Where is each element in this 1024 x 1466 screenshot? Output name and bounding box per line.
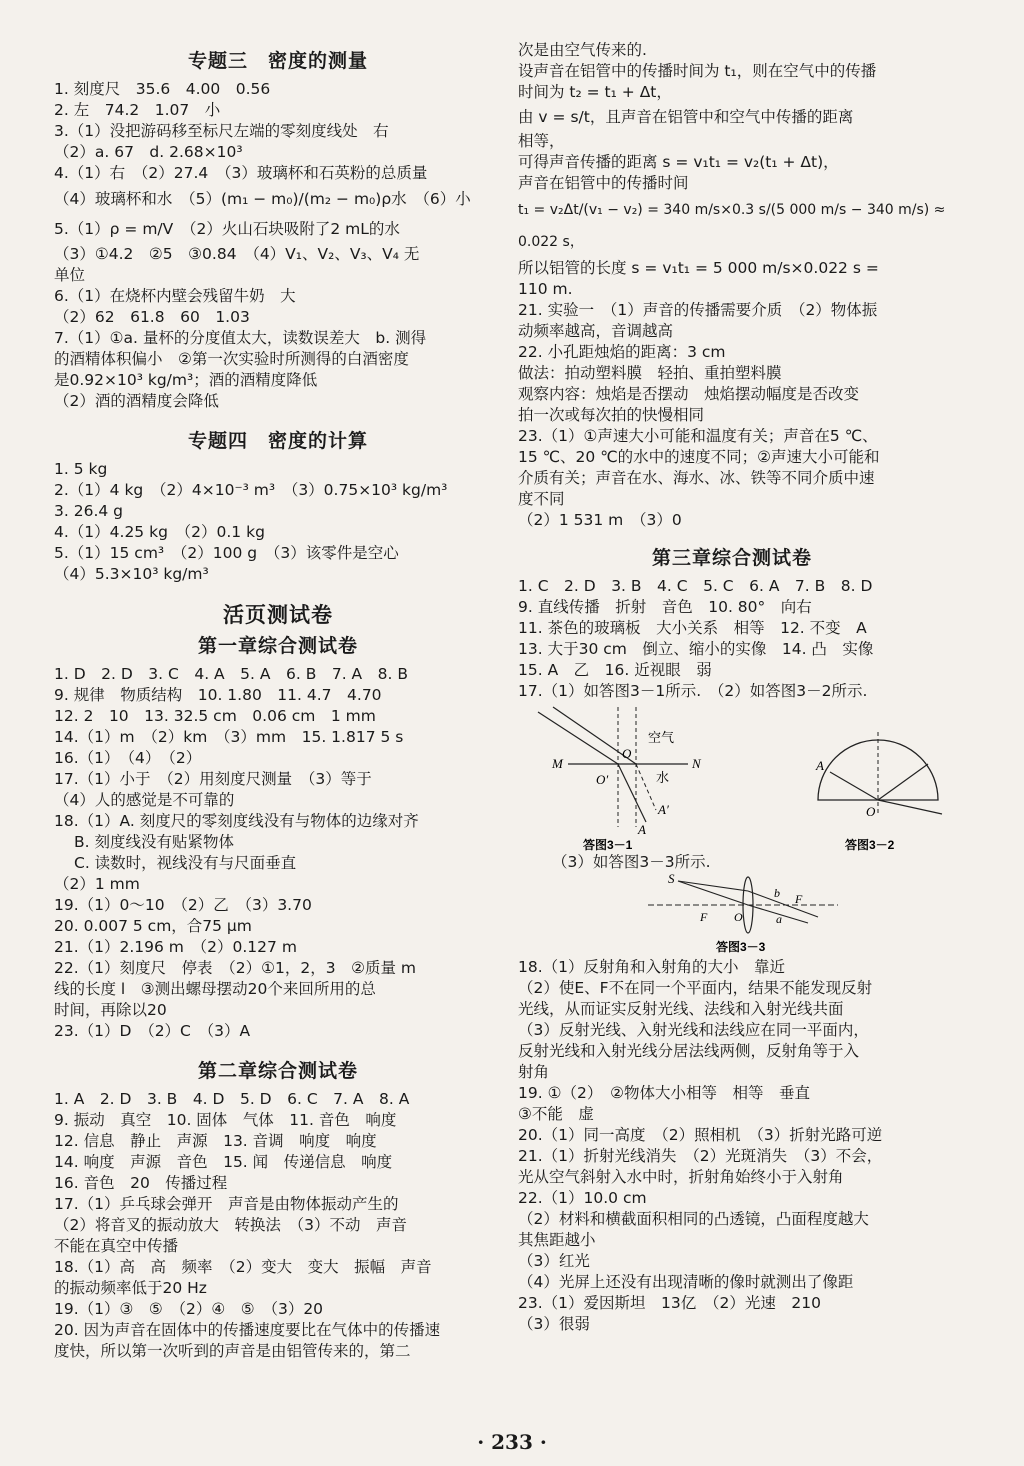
label-A: A bbox=[638, 822, 646, 837]
left-column bbox=[54, 40, 502, 1362]
answer-line: 的振动频率低于20 Hz bbox=[54, 1279, 207, 1297]
answer-line: 9. 振动 真空 10. 固体 气体 11. 音色 响度 bbox=[54, 1111, 397, 1129]
section-title-chapter1: 第一章综合测试卷 bbox=[197, 635, 358, 657]
label-S: S bbox=[668, 873, 675, 886]
answer-line: 做法：拍动塑料膜 轻拍、重拍塑料膜 bbox=[518, 364, 782, 382]
section-title-topic4: 专题四 密度的计算 bbox=[187, 430, 368, 452]
answer-line: 3.（1）没把游码移至标尺左端的零刻度线处 右 bbox=[54, 122, 389, 140]
section-title-loose-leaf: 活页测试卷 bbox=[223, 603, 333, 627]
label-M: M bbox=[552, 756, 563, 771]
answer-line: B. 刻度线没有贴紧物体 bbox=[74, 833, 234, 851]
chapter3-answers-continued bbox=[518, 957, 946, 1335]
answer-line: 度不同 bbox=[518, 490, 565, 508]
answer-line: 声音在铝管中的传播时间 bbox=[518, 174, 689, 192]
answer-line: 15. A 乙 16. 近视眼 弱 bbox=[518, 661, 712, 679]
label-A-prime: A′ bbox=[658, 802, 669, 817]
answer-line: 1. D 2. D 3. C 4. A 5. A 6. B 7. A 8. B bbox=[54, 665, 408, 683]
answer-line: 可得声音传播的距离 s = v₁t₁ = v₂(t₁ + Δt)， bbox=[518, 153, 839, 171]
answer-line: 度快，所以第一次听到的声音是由铝管传来的，第二 bbox=[54, 1342, 411, 1360]
answer-line: 19. ①（2） ②物体大小相等 相等 垂直 bbox=[518, 1084, 810, 1102]
answer-line: 20.（1）同一高度 （2）照相机 （3）折射光路可逆 bbox=[518, 1126, 883, 1144]
answer-line: （2）酒的酒精度会降低 bbox=[54, 392, 219, 410]
answer-line: 6.（1）在烧杯内壁会残留牛奶 大 bbox=[54, 287, 296, 305]
page-number: · 233 · bbox=[477, 1430, 547, 1454]
label-O: O bbox=[622, 746, 632, 761]
answer-line: （2）材料和横截面积相同的凸透镜，凸面程度越大 bbox=[518, 1210, 869, 1228]
answer-line: 4.（1）右 （2）27.4 （3）玻璃杯和石英粉的总质量 bbox=[54, 164, 428, 182]
answer-line: （3）①4.2 ②5 ③0.84 （4）V₁、V₂、V₃、V₄ 无 bbox=[54, 245, 420, 263]
answer-line: 22.（1）刻度尺 停表 （2）①1，2，3 ②质量 m bbox=[54, 959, 417, 977]
answer-line: 17.（1）如答图3－1所示. （2）如答图3－2所示. bbox=[518, 682, 868, 700]
answer-line: C. 读数时，视线没有与尺面垂直 bbox=[74, 854, 297, 872]
answer-line: 15 ℃、20 ℃的水中的速度不同；②声速大小可能和 bbox=[518, 448, 880, 466]
answer-line: 单位 bbox=[54, 266, 86, 284]
answer-line: （2）将音叉的振动放大 转换法 （3）不动 声音 bbox=[54, 1216, 407, 1234]
answer-line: 其焦距越小 bbox=[518, 1231, 596, 1249]
answer-line: 11. 茶色的玻璃板 大小关系 相等 12. 不变 A bbox=[518, 619, 867, 637]
answer-line: 1. A 2. D 3. B 4. D 5. D 6. C 7. A 8. A bbox=[54, 1090, 410, 1108]
answer-line: 5.（1）15 cm³ （2）100 g （3）该零件是空心 bbox=[54, 544, 399, 562]
topic3-answers bbox=[54, 79, 502, 412]
answer-line: 次是由空气传来的. bbox=[518, 41, 647, 59]
chapter2-answers bbox=[54, 1089, 502, 1362]
section-title-chapter2: 第二章综合测试卷 bbox=[197, 1060, 358, 1082]
answer-line: 射角 bbox=[518, 1063, 550, 1081]
answer-line: （2）使E、F不在同一个平面内，结果不能发现反射 bbox=[518, 979, 873, 997]
answer-line: 23.（1）D （2）C （3）A bbox=[54, 1022, 251, 1040]
answer-line: 2. 左 74.2 1.07 小 bbox=[54, 101, 221, 119]
answer-line: （2）1 531 m （3）0 bbox=[518, 511, 682, 529]
answer-line: 线的长度 l ③测出螺母摆动20个来回所用的总 bbox=[54, 980, 376, 998]
chapter1-answers bbox=[54, 664, 502, 1042]
answer-line: （4）玻璃杯和水 （5）(m₁ − m₀)/(m₂ − m₀)ρ水 （6）小 bbox=[54, 190, 471, 208]
figure-3-2-caption: 答图3－2 bbox=[845, 838, 895, 852]
answer-line: 时间，再除以20 bbox=[54, 1001, 167, 1019]
chapter3-answers bbox=[518, 576, 946, 702]
answer-line: （3）反射光线、入射光线和法线应在同一平面内， bbox=[518, 1021, 869, 1039]
answer-line: 12. 信息 静止 声源 13. 音调 响度 响度 bbox=[54, 1132, 377, 1150]
answer-line: 1. 5 kg bbox=[54, 460, 108, 478]
answer-line: 9. 规律 物质结构 10. 1.80 11. 4.7 4.70 bbox=[54, 686, 382, 704]
answer-line: 4.（1）4.25 kg （2）0.1 kg bbox=[54, 523, 265, 541]
figure-3-3-caption: 答图3－3 bbox=[716, 940, 766, 954]
answer-line: （3）红光 bbox=[518, 1252, 590, 1270]
figure-3-1-caption: 答图3－1 bbox=[583, 838, 633, 852]
answer-line: 介质有关；声音在水、海水、冰、铁等不同介质中速 bbox=[518, 469, 875, 487]
answer-line: 5.（1）ρ = m/V （2）火山石块吸附了2 mL的水 bbox=[54, 220, 400, 238]
answer-line: 所以铝管的长度 s = v₁t₁ = 5 000 m/s×0.022 s = bbox=[518, 259, 879, 277]
answer-line: 23.（1）①声速大小可能和温度有关；声音在5 ℃、 bbox=[518, 427, 878, 445]
answer-line: 1. 刻度尺 35.6 4.00 0.56 bbox=[54, 80, 271, 98]
answer-line: 18.（1）反射角和入射角的大小 靠近 bbox=[518, 958, 786, 976]
figure-3-2-semicircle bbox=[815, 732, 942, 852]
answer-line: 21.（1）2.196 m （2）0.127 m bbox=[54, 938, 297, 956]
answer-line: 110 m. bbox=[518, 280, 573, 298]
label-O: O bbox=[734, 910, 743, 924]
label-b: b bbox=[774, 886, 780, 900]
label-A: A bbox=[816, 758, 824, 773]
answer-line: （2）1 mm bbox=[54, 875, 140, 893]
label-F-left: F bbox=[700, 910, 708, 924]
answer-line: 3. 26.4 g bbox=[54, 502, 123, 520]
answer-line: 19.（1）0～10 （2）乙 （3）3.70 bbox=[54, 896, 312, 914]
answer-line: ③不能 虚 bbox=[518, 1105, 594, 1123]
chapter2-answers-continued bbox=[518, 40, 950, 531]
answer-line: 是0.92×10³ kg/m³；酒的酒精度降低 bbox=[54, 371, 318, 389]
answer-line: 1. C 2. D 3. B 4. C 5. C 6. A 7. B 8. D bbox=[518, 577, 873, 595]
optics-figures-3-1-3-2 bbox=[518, 702, 946, 852]
answer-line: 设声音在铝管中的传播时间为 t₁，则在空气中的传播 bbox=[518, 62, 877, 80]
answer-line: 22. 小孔距烛焰的距离：3 cm bbox=[518, 343, 726, 361]
answer-line: 动频率越高，音调越高 bbox=[518, 322, 674, 340]
section-title-chapter3: 第三章综合测试卷 bbox=[651, 547, 812, 569]
answer-line: 14.（1）m （2）km （3）mm 15. 1.817 5 s bbox=[54, 728, 404, 746]
answer-line: 22.（1）10.0 cm bbox=[518, 1189, 647, 1207]
label-a: a bbox=[776, 912, 782, 926]
answer-line: 23.（1）爱因斯坦 13亿 （2）光速 210 bbox=[518, 1294, 821, 1312]
answer-line: 反射光线和入射光线分居法线两侧，反射角等于入 bbox=[518, 1042, 860, 1060]
answer-line: （4）5.3×10³ kg/m³ bbox=[54, 565, 209, 583]
answer-line: 的酒精体积偏小 ②第一次实验时所测得的白酒密度 bbox=[54, 350, 409, 368]
answer-line: 14. 响度 声源 音色 15. 闻 传递信息 响度 bbox=[54, 1153, 393, 1171]
answer-line: （3）如答图3－3所示. bbox=[552, 853, 711, 871]
answer-line: （2）a. 67 d. 2.68×10³ bbox=[54, 143, 243, 161]
answer-line: 2.（1）4 kg （2）4×10⁻³ m³ （3）0.75×10³ kg/m³ bbox=[54, 481, 448, 499]
answer-line: 13. 大于30 cm 倒立、缩小的实像 14. 凸 实像 bbox=[518, 640, 874, 658]
answer-line: （3）很弱 bbox=[518, 1315, 590, 1333]
label-air: 空气 bbox=[648, 730, 675, 745]
answer-line: 由 v = s/t，且声音在铝管中和空气中传播的距离 bbox=[518, 108, 854, 126]
topic4-answers bbox=[54, 459, 502, 585]
section-title-topic3: 专题三 密度的测量 bbox=[187, 50, 368, 72]
label-F-right: F bbox=[795, 892, 803, 906]
answer-line: 20. 0.007 5 cm，合75 μm bbox=[54, 917, 252, 935]
answer-line: （2）62 61.8 60 1.03 bbox=[54, 308, 250, 326]
answer-line: 17.（1）乒乓球会弹开 声音是由物体振动产生的 bbox=[54, 1195, 399, 1213]
answer-line: （4）人的感觉是不可靠的 bbox=[54, 791, 235, 809]
right-column bbox=[518, 40, 950, 1335]
label-water: 水 bbox=[656, 770, 670, 785]
answer-line: 12. 2 10 13. 32.5 cm 0.06 cm 1 mm bbox=[54, 707, 376, 725]
answer-line: （4）光屏上还没有出现清晰的像时就测出了像距 bbox=[518, 1273, 854, 1291]
answer-line: 光从空气斜射入水中时，折射角始终小于入射角 bbox=[518, 1168, 844, 1186]
answer-line: 7.（1）①a. 量杯的分度值太大，读数误差大 b. 测得 bbox=[54, 329, 427, 347]
answer-line: 16. 音色 20 传播过程 bbox=[54, 1174, 228, 1192]
answer-line: 拍一次或每次拍的快慢相同 bbox=[518, 406, 705, 424]
figure-3-3-lens bbox=[518, 873, 946, 957]
answer-line: 9. 直线传播 折射 音色 10. 80° 向右 bbox=[518, 598, 812, 616]
answer-line: 19.（1）③ ⑤ （2）④ ⑤ （3）20 bbox=[54, 1300, 324, 1318]
answer-line: 观察内容：烛焰是否摆动 烛焰摆动幅度是否改变 bbox=[518, 385, 860, 403]
answer-line: 21.（1）折射光线消失 （2）光斑消失 （3）不会， bbox=[518, 1147, 883, 1165]
answer-line: 相等， bbox=[518, 132, 565, 150]
answer-line: 18.（1）高 高 频率 （2）变大 变大 振幅 声音 bbox=[54, 1258, 432, 1276]
label-O: O bbox=[866, 804, 876, 819]
answer-line: 光线，从而证实反射光线、法线和入射光线共面 bbox=[518, 1000, 844, 1018]
figure-3-1-refraction bbox=[538, 707, 702, 852]
answer-line: 16.（1） （4） （2） bbox=[54, 749, 202, 767]
answer-line: 时间为 t₂ = t₁ + Δt， bbox=[518, 83, 672, 101]
label-N: N bbox=[692, 756, 701, 771]
answer-line: 20. 因为声音在固体中的传播速度要比在气体中的传播速 bbox=[54, 1321, 441, 1339]
answer-line: 17.（1）小于 （2）用刻度尺测量 （3）等于 bbox=[54, 770, 372, 788]
answer-line: 不能在真空中传播 bbox=[54, 1237, 179, 1255]
answer-line: 18.（1）A. 刻度尺的零刻度线没有与物体的边缘对齐 bbox=[54, 812, 419, 830]
label-O-prime: O′ bbox=[596, 772, 609, 787]
answer-line: 21. 实验一 （1）声音的传播需要介质 （2）物体振 bbox=[518, 301, 878, 319]
answer-line: t₁ = v₂Δt/(v₁ − v₂) = 340 m/s×0.3 s/(5 000 m/s − 340 m/s) ≈ 0.022 s， bbox=[518, 202, 950, 250]
